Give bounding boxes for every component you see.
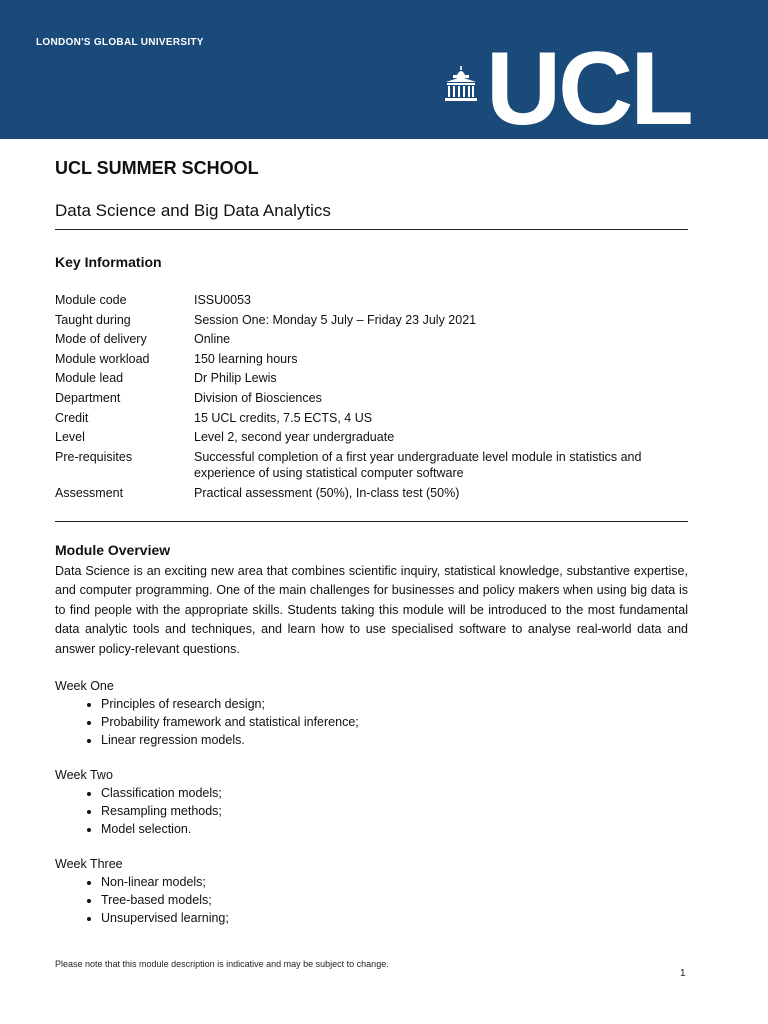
table-row: [55, 370, 688, 390]
key-info-title: Key Information: [55, 254, 162, 270]
topic-list: [55, 695, 688, 749]
week-title: Week Three: [55, 856, 123, 871]
disclaimer-note: Please note that this module description is indicative and may be subject to change.: [55, 959, 389, 969]
key-info-value: Dr Philip Lewis: [194, 371, 277, 386]
list-item: • Resampling methods;: [101, 802, 688, 820]
header-banner: [0, 0, 768, 147]
key-info-label: Level: [55, 430, 85, 445]
list-item: • Tree-based models;: [101, 891, 688, 909]
week-section: [55, 677, 688, 749]
key-info-label: Module lead: [55, 371, 124, 386]
key-info-table: [55, 292, 688, 505]
topic-list: [55, 784, 688, 838]
portico-icon: [444, 66, 478, 102]
table-row: [55, 410, 688, 430]
key-info-value: ISSU0053: [194, 293, 251, 307]
school-title: UCL SUMMER SCHOOL: [55, 158, 259, 178]
key-info-label: Module code: [55, 293, 127, 307]
week-title: Week Two: [55, 767, 113, 782]
key-info-value: Session One: Monday 5 July – Friday 23 July 2021: [194, 312, 477, 327]
table-row: [55, 429, 688, 449]
key-info-label: Department: [55, 390, 121, 405]
key-info-label: Mode of delivery: [55, 332, 147, 347]
overview-title: Module Overview: [55, 541, 171, 558]
key-info-label: Module workload: [55, 351, 150, 366]
table-row: [55, 390, 688, 410]
table-row: [55, 331, 688, 351]
table-row: [55, 292, 688, 312]
key-info-value: 150 learning hours: [194, 351, 298, 366]
overview-text: Data Science is an exciting new area that combines scientific inquiry, statistical knowledge, substantive expertise, and computer programming. One of the main challenges for businesses and policy makers when using big data is to find people with the appropriate skills. Students taking this module will be introduced to the most fundamental data analytic tools and techniques, and learn how to use specialised software to analyse real-world data and answer policy-relevant questions.: [55, 563, 688, 656]
key-info-value: Online: [194, 332, 231, 347]
list-item: • Unsupervised learning;: [101, 909, 688, 927]
table-row: [55, 485, 688, 505]
list-item: • Principles of research design;: [101, 695, 688, 713]
course-title: Data Science and Big Data Analytics: [55, 201, 688, 230]
key-info-value: 15 UCL credits, 7.5 ECTS, 4 US: [194, 410, 373, 425]
university-tagline: LONDON'S GLOBAL UNIVERSITY: [36, 37, 204, 48]
list-item: • Linear regression models.: [101, 731, 688, 749]
document-body: [55, 150, 688, 927]
table-row: [55, 351, 688, 371]
key-info-label: Credit: [55, 410, 89, 425]
section-divider: [55, 521, 688, 522]
key-info-label: Assessment: [55, 485, 124, 500]
list-item: • Non-linear models;: [101, 873, 688, 891]
list-item: • Classification models;: [101, 784, 688, 802]
key-info-label: Taught during: [55, 312, 131, 327]
key-info-value: Level 2, second year undergraduate: [194, 430, 395, 445]
page-number: 1: [680, 968, 686, 979]
key-info-value: Division of Biosciences: [194, 390, 322, 405]
week-title: Week One: [55, 678, 114, 693]
table-row: [55, 312, 688, 332]
key-info-value: Successful completion of a first year undergraduate level module in statistics and experience of using statistical computer software: [194, 449, 642, 481]
key-info-label: Pre-requisites: [55, 449, 133, 464]
ucl-logo: UCL: [486, 31, 691, 147]
table-row: [55, 449, 688, 485]
week-section: [55, 855, 688, 927]
key-info-value: Practical assessment (50%), In-class test (50%): [194, 485, 460, 500]
week-section: [55, 766, 688, 838]
list-item: • Probability framework and statistical inference;: [101, 713, 688, 731]
list-item: • Model selection.: [101, 820, 688, 838]
topic-list: [55, 873, 688, 927]
